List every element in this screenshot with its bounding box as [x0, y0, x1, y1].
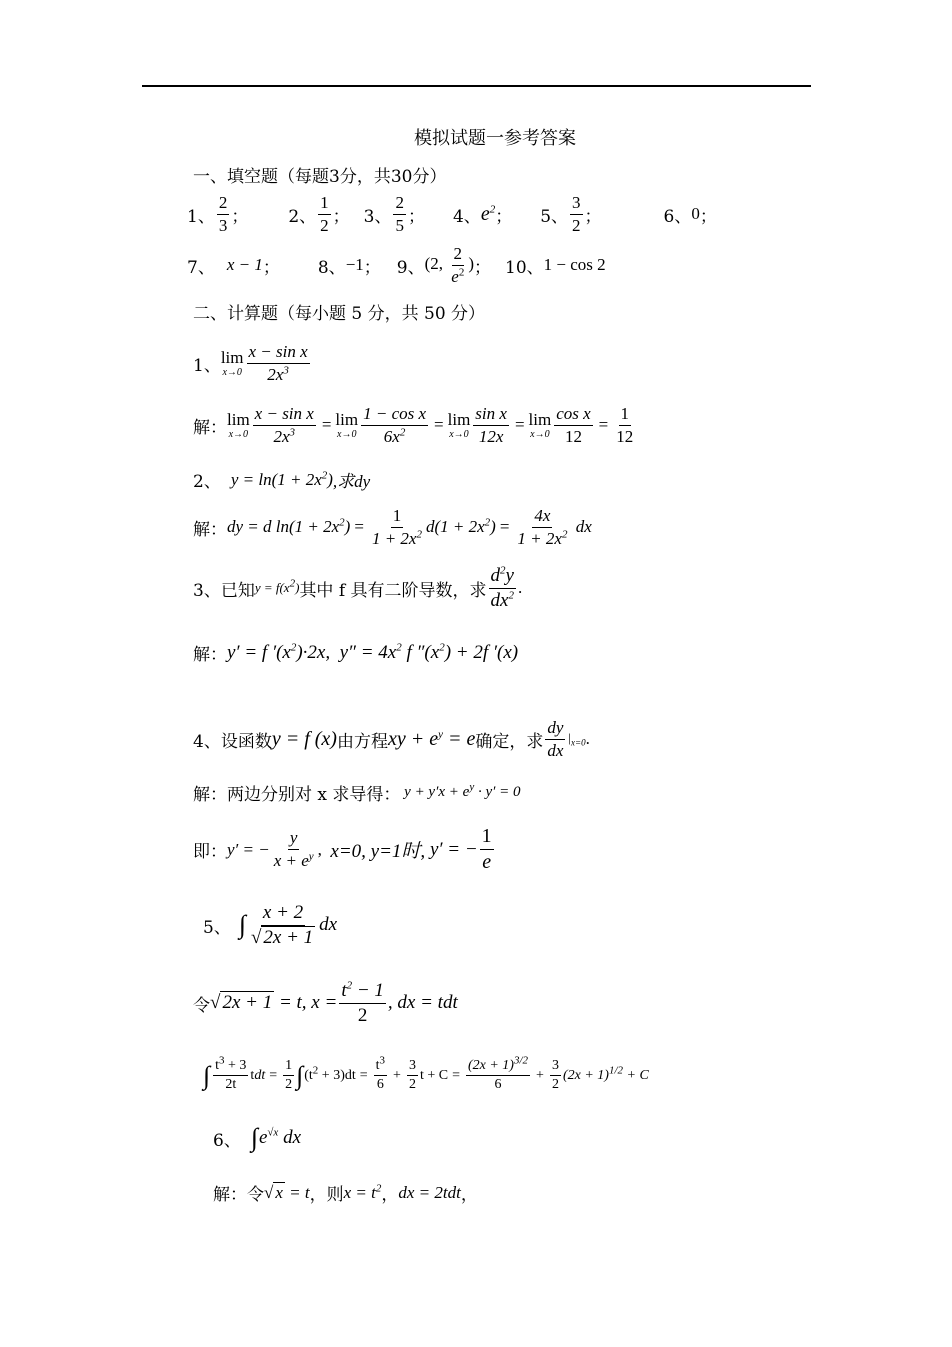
question-1-label: 1、 — [193, 355, 221, 376]
question-6-label: 6、 — [213, 1130, 241, 1151]
item-9-label: 9、 — [396, 257, 425, 278]
answers-row-1: 1、 $\frac{2}{3}$ ； 2、 $\frac{1}{2}$ ； 3、 $\frac{2}{5}$ ； 4、 $e^2$ ； 5、 $\frac{3}{2}$ ； 6、 0 ； — [187, 193, 717, 235]
item-7-label: 7、 — [187, 257, 215, 278]
solution-5-ling: 令 — [193, 995, 210, 1016]
solution-2-label: 解： — [193, 519, 227, 540]
question-2-tail: ,求dy — [332, 472, 371, 491]
question-5-label: 5、 — [203, 917, 231, 938]
solution-6-text-c: ， — [460, 1185, 478, 1205]
solution-6-text-a: 解：令 — [213, 1185, 264, 1205]
question-6: 6、 ∫ $e^{√x}$ dx — [213, 1123, 301, 1152]
item-2-label: 2、 — [288, 206, 317, 227]
solution-6-text-b: ，则 — [309, 1185, 344, 1205]
solution-4-line-1: 解：两边分别对 x 求导得： $y + y'x + e^y \cdot y' = 0$ — [193, 781, 521, 805]
solution-4-text: 解：两边分别对 x 求导得： — [193, 785, 401, 805]
answer-2: $\frac{1}{2}$ — [320, 193, 329, 235]
solution-3-label: 解： — [193, 645, 227, 665]
solution-6: 解：令 √ x = t ，则 $x = t^2$ ， dx = 2tdt ， — [213, 1181, 478, 1205]
answer-8: −1 — [345, 255, 364, 275]
question-1: 1、 lim x→0 $\frac{\text{x − sin x}}{2x^3}$ — [193, 342, 308, 384]
item-6-label: 6、 — [663, 206, 692, 227]
item-10-label: 10、 — [505, 257, 544, 278]
section2-heading: 二、计算题（每小题 5 分，共 50 分） — [193, 304, 486, 324]
question-5: 5、 ∫ $\frac{x + 2}{√ 2x + 1}$ dx — [203, 902, 338, 948]
item-4-label: 4、 — [452, 206, 481, 227]
item-8-label: 8、 — [317, 257, 346, 278]
question-3: 3、已知 $y = f(x^2)$ 其中 f 具有二阶导数，求 $\frac{d^2y}{dx^2}$ . — [193, 564, 523, 611]
header-rule — [142, 85, 811, 87]
answer-6: 0 — [691, 204, 700, 224]
solution-4-when: x=0, y=1时, — [330, 841, 426, 862]
question-4: 4、设函数 y = f (x) 由方程 xy + $e^y = e$ 确定，求 $\frac{dy}{dx}$ $|_{x=0}$ . — [193, 718, 590, 760]
solution-1-label: 解： — [193, 417, 227, 438]
answer-1: $\frac{2}{3}$ — [218, 193, 228, 235]
page-title: 模拟试题一参考答案 — [414, 128, 576, 149]
question-2: 2、 $y = \ln(1 + 2x^2)$ ,求dy — [193, 468, 371, 492]
question-4-text-a: 4、设函数 — [193, 731, 272, 752]
solution-5-integral: ∫ $\frac{t^3 + 3}{2t}$ tdt = $\frac{1}{2}$ ∫ $(t^2 + 3)dt$ = $\frac{t^3}{6}$ + $\frac{3}{2}$ t + C = $\frac{(2x + 1)^{3/2}}{6}$ + $\frac{3}{2}$ $(2x + 1)^{1/2} + C$ — [203, 1054, 649, 1093]
question-3-text-b: 其中 f 具有二阶导数，求 — [299, 580, 487, 601]
answers-row-2: 7、 x − 1 ； 8、 −1 ； 9、 (2, $\frac{2}{e^2}$ ) ； 10、 1 − cos 2 — [187, 244, 606, 286]
question-4-text-c: 确定，求 — [475, 731, 544, 752]
answer-3: $\frac{2}{5}$ — [395, 193, 404, 235]
solution-4-ji: 即： — [193, 842, 227, 862]
question-4-text-b: 由方程 — [336, 731, 388, 752]
solution-2: 解： dy = d $\ln(1 + 2x^2)$ = $\frac{1}{1 + 2x^2}$ $d(1 + 2x^2)$ = $\frac{4x}{1 + 2x^2}$ dx — [193, 506, 592, 548]
answer-10: 1 − cos 2 — [543, 255, 606, 275]
solution-1: 解： lim x→0 $\frac{\text{x − sin x}}{2x^3}$ = lim x→0 $\frac{\text{1 − cos x}}{6x^2}$ = lim x→0 $\frac{\text{sin x}}{12x}$ = lim x→0 $\frac{\text{cos x}}{12}$ = $\frac{1}{12}$ — [193, 404, 634, 446]
solution-4-line-2: 即： y′ = − $\frac{y}{x + e^y}$ , x=0, y=1时, y′ = − $\frac{1}{e}$ — [193, 825, 492, 873]
answer-9: (2, $\frac{2}{e^2}$ ) — [424, 244, 474, 286]
solution-3: 解： y′ = f $'(x^2)\cdot 2x$, $y'' = 4x^2$ f $''(x^2) + 2f$ ′(x) — [193, 641, 519, 665]
answer-7: x − 1 — [226, 255, 263, 275]
question-2-label: 2、 — [193, 472, 221, 492]
answer-5: $\frac{3}{2}$ — [572, 193, 581, 235]
item-3-label: 3、 — [363, 206, 392, 227]
solution-5-substitution: 令 √ 2x + 1 = t, x = $\frac{t^2 - 1}{2}$ , dx = tdt — [193, 979, 458, 1026]
question-3-text-a: 3、已知 — [193, 580, 255, 601]
item-1-label: 1、 — [187, 206, 215, 227]
section1-heading: 一、填空题（每题3分，共30分） — [193, 167, 447, 187]
answer-4: $e^2$ — [480, 202, 496, 225]
item-5-label: 5、 — [540, 206, 569, 227]
